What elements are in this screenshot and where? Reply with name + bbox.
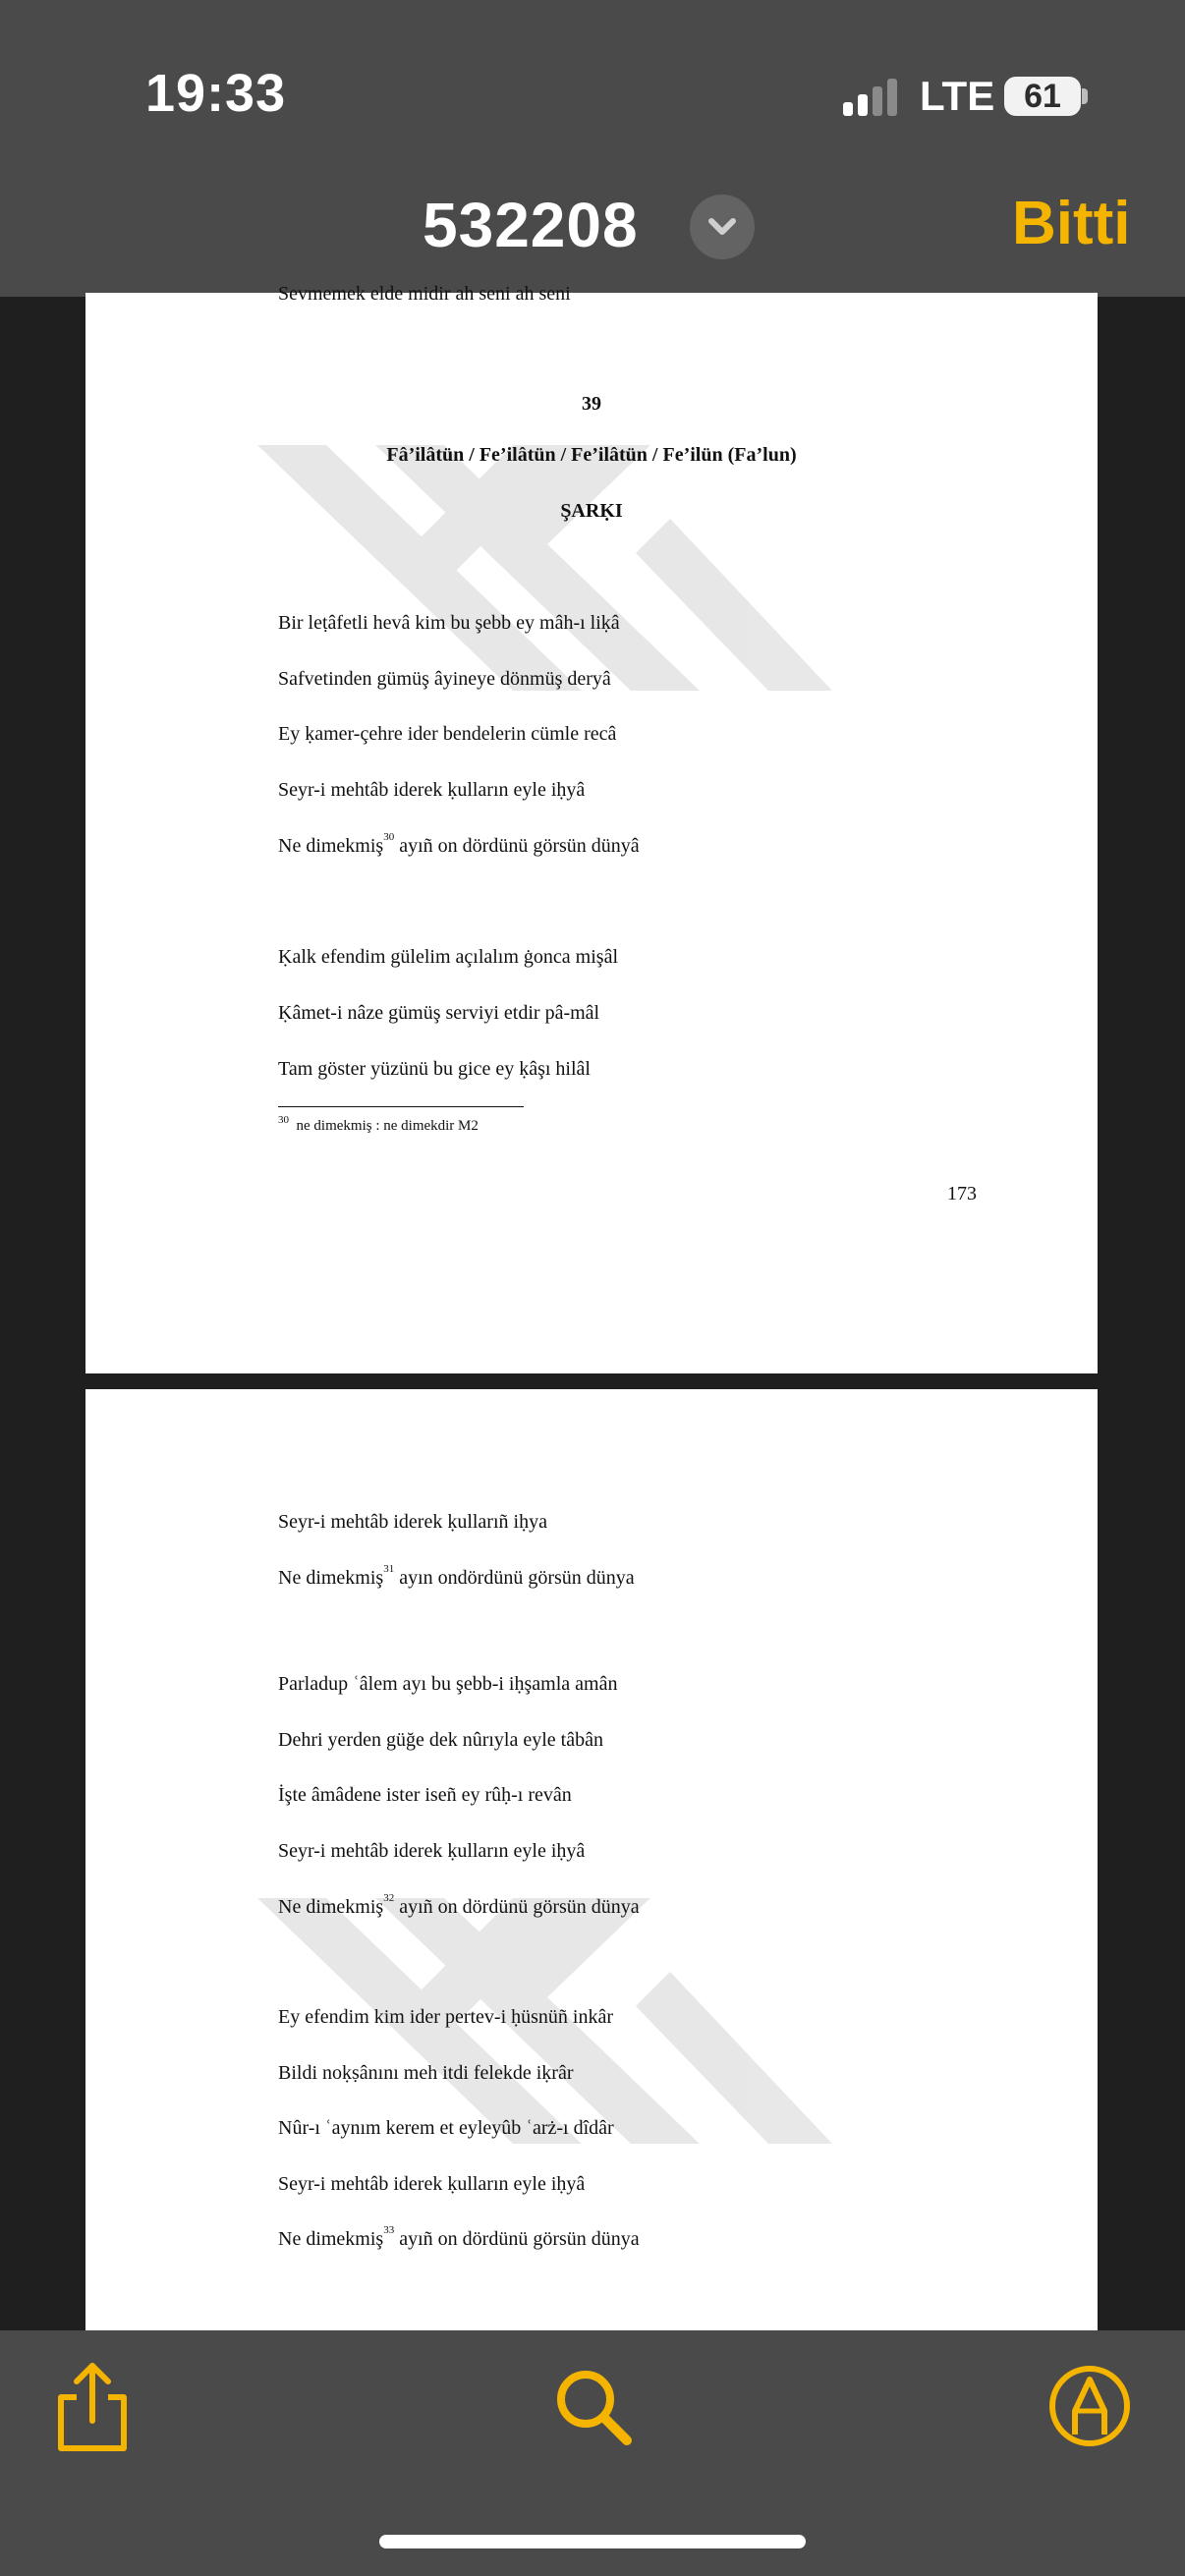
poem-form-title: ŞARḲI — [560, 500, 623, 522]
chevron-down-icon — [690, 195, 755, 259]
verse-line: Seyr-i mehtâb iderek ḳulların eyle iḥyâ — [278, 2173, 586, 2195]
verse-line: Ḳalk efendim gülelim açılalım ġonca mişâl — [278, 946, 619, 968]
home-indicator[interactable] — [379, 2535, 806, 2548]
watermark-logo — [257, 445, 886, 691]
footnote-ref: 31 — [383, 1563, 395, 1575]
verse-line: Dehri yerden güğe dek nûrıyla eyle tâbân — [278, 1729, 603, 1751]
footnote-ref: 30 — [383, 831, 395, 843]
verse-line: Nûr-ı ʿaynım kerem et eyleyûb ʿarż-ı dîdâr — [278, 2117, 614, 2139]
page-number: 173 — [947, 1183, 977, 1204]
signal-icon — [843, 77, 902, 116]
document-viewer[interactable] — [0, 283, 1185, 2330]
verse-line: Bildi noḳṣânını meh itdi felekde iḳrâr — [278, 2062, 574, 2084]
search-icon[interactable] — [552, 2366, 635, 2448]
footnote-divider — [278, 1106, 524, 1107]
battery-tip — [1082, 88, 1088, 104]
status-time: 19:33 — [145, 64, 287, 123]
share-icon[interactable] — [55, 2360, 130, 2454]
title-menu-button[interactable] — [690, 195, 755, 259]
verse-line: Seyr-i mehtâb iderek ḳullarıñ iḥya — [278, 1511, 547, 1533]
pdf-page — [85, 1389, 1098, 2372]
footnote-ref: 33 — [383, 2224, 395, 2236]
footnote-ref: 32 — [383, 1892, 395, 1904]
poem-number: 39 — [582, 393, 601, 415]
network-label: LTE — [920, 73, 995, 119]
verse-line: Seyr-i mehtâb iderek ḳulların eyle iḥyâ — [278, 1840, 586, 1862]
verse-line: Bir leṭâfetli hevâ kim bu şebb ey mâh-ı liḳâ — [278, 612, 620, 634]
battery-level: 61 — [1024, 78, 1061, 115]
verse-line: Ne dimekmiş$^{33}$ ayıñ on dördünü görsün dünya — [278, 2224, 640, 2250]
verse-line: Ey ḳamer-çehre ider bendelerin cümle recâ — [278, 723, 617, 745]
battery-icon — [1004, 77, 1081, 116]
footnote: $^{30}$ ne dimekmiş : ne dimekdir M2 — [278, 1114, 479, 1134]
cut-off-line: Sevmemek elde midir ah seni ah seni — [278, 283, 571, 305]
verse-line: Ey efendim kim ider pertev-i ḥüsnüñ inkâr — [278, 2006, 614, 2028]
verse-line: İşte âmâdene ister iseñ ey rûḥ-ı revân — [278, 1784, 572, 1806]
pdf-page — [85, 283, 1098, 1373]
verse-line: Safvetinden gümüş âyineye dönmüş deryâ — [278, 668, 611, 690]
verse-line: Seyr-i mehtâb iderek ḳulların eyle iḥyâ — [278, 779, 586, 801]
verse-line: Ḳâmet-i nâze gümüş serviyi etdir pâ-mâl — [278, 1002, 600, 1024]
markup-icon[interactable] — [1047, 2364, 1132, 2448]
verse-line: Ne dimekmiş$^{31}$ ayın ondördünü görsün dünya — [278, 1563, 635, 1589]
meter-line: Fâ’ilâtün / Fe’ilâtün / Fe’ilâtün / Fe’ilün (Fa’lun) — [386, 444, 797, 466]
verse-line: Ne dimekmiş$^{30}$ ayıñ on dördünü görsün dünyâ — [278, 831, 640, 857]
verse-line: Tam göster yüzünü bu gice ey ḳâşı hilâl — [278, 1058, 591, 1080]
verse-line: Ne dimekmiş$^{32}$ ayıñ on dördünü görsün dünya — [278, 1892, 640, 1918]
done-button[interactable]: Bitti — [1012, 190, 1131, 257]
status-bar — [0, 0, 1185, 187]
document-title[interactable]: 532208 — [423, 190, 639, 260]
verse-line: Parladup ʿâlem ayı bu şebb-i iḥşamla amân — [278, 1673, 618, 1695]
